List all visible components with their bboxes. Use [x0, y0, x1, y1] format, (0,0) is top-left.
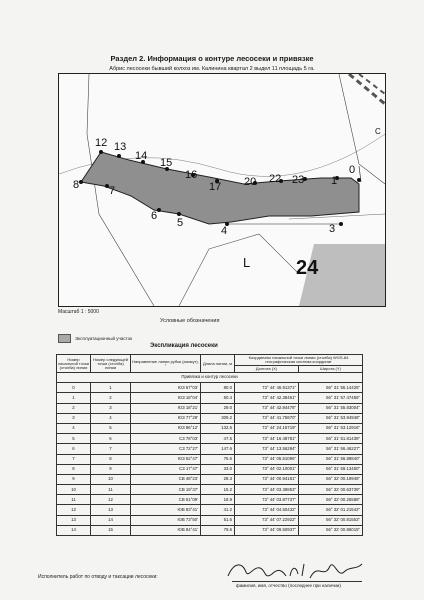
cell-start-point: 7 [57, 454, 91, 464]
header-direction: Направление линии рубки (азимут), ° [131, 355, 201, 373]
legend-title: Условные обозначения [160, 318, 220, 324]
point-label: 15 [160, 157, 173, 169]
table-row [57, 464, 363, 474]
cell-longitude: 73° 44' 03.39853" [235, 485, 299, 495]
point-label: 23 [292, 174, 305, 186]
table-row [57, 393, 363, 403]
point-label: 0 [349, 164, 356, 176]
header-coordinates: Координаты начальной точки линии (столба) WGS-84 географическая система координат [235, 355, 363, 366]
cell-length: 28.3 [201, 474, 235, 484]
cell-next-point: 8 [91, 454, 131, 464]
cell-direction: ЮЗ 18°04' [131, 393, 201, 403]
plot-map [58, 73, 386, 307]
executor-label: Исполнитель работ по отводу и таксации лесосеки: [38, 574, 158, 580]
cell-length: 80.0 [201, 383, 235, 393]
table-row [57, 525, 363, 535]
point-label: 14 [135, 150, 148, 162]
cell-longitude: 73° 44' 09.50937" [235, 525, 299, 535]
cell-latitude: 56° 32' 00.19948" [299, 474, 363, 484]
cell-latitude: 56° 31' 56.88840" [299, 454, 363, 464]
map-marker-label: L [243, 255, 251, 270]
point-label: 22 [269, 173, 282, 185]
cell-latitude: 56° 31' 51.81439" [299, 434, 363, 444]
cell-direction: ЮЗ 67°03' [131, 383, 201, 393]
cell-length: 75.6 [201, 454, 235, 464]
point-label: 20 [244, 176, 257, 188]
cell-next-point: 2 [91, 393, 131, 403]
table-row [57, 495, 363, 505]
cell-length: 29.0 [201, 403, 235, 413]
cell-latitude: 56° 31' 57.47456" [299, 393, 363, 403]
cell-longitude: 73° 44' 07.22922" [235, 515, 299, 525]
cell-next-point: 14 [91, 515, 131, 525]
cell-longitude: 73° 44' 16.48781" [235, 434, 299, 444]
cell-longitude: 73° 44' 05.51096" [235, 454, 299, 464]
cell-next-point: 10 [91, 474, 131, 484]
table-row [57, 444, 363, 454]
north-label: С [375, 127, 381, 136]
cell-start-point: 5 [57, 434, 91, 444]
cell-longitude: 73° 44' 00.94181" [235, 474, 299, 484]
cell-longitude: 73° 44' 13.56294" [235, 444, 299, 454]
header-longitude: Долгота (Х) [235, 366, 299, 373]
cell-start-point: 3 [57, 413, 91, 423]
cell-direction: ЮЗ 86°12' [131, 423, 201, 433]
cell-longitude: 73° 44' 24.15719" [235, 423, 299, 433]
cell-length: 51.6 [201, 515, 235, 525]
cell-length: 79.6 [201, 525, 235, 535]
cell-next-point: 11 [91, 485, 131, 495]
cell-length: 147.6 [201, 444, 235, 454]
table-row [57, 403, 363, 413]
cell-start-point: 11 [57, 495, 91, 505]
point-marker [357, 178, 361, 182]
cell-start-point: 14 [57, 525, 91, 535]
cell-start-point: 2 [57, 403, 91, 413]
point-marker [157, 208, 161, 212]
cell-length: 309.2 [201, 413, 235, 423]
cell-latitude: 56° 31' 56.46227" [299, 444, 363, 454]
signature-line [232, 581, 362, 582]
cell-length: 18.9 [201, 495, 235, 505]
section-row: Привязка и контур лесосеки [57, 373, 363, 383]
cell-longitude: 73° 44' 41.75870" [235, 413, 299, 423]
cell-longitude: 73° 44' 02.10001" [235, 464, 299, 474]
cell-next-point: 3 [91, 403, 131, 413]
point-label: 12 [95, 137, 108, 149]
cell-latitude: 56° 31' 53.12916" [299, 423, 363, 433]
cell-next-point: 13 [91, 505, 131, 515]
cell-longitude: 73° 44' 03.87737" [235, 495, 299, 505]
cell-direction: ЮВ 83°41' [131, 505, 201, 515]
point-marker [177, 212, 181, 216]
cell-latitude: 56° 31' 59.13450" [299, 464, 363, 474]
cell-direction: СЗ 72°27' [131, 444, 201, 454]
map-drawing [59, 74, 385, 306]
point-label: 8 [73, 179, 80, 191]
cell-start-point: 1 [57, 393, 91, 403]
cell-next-point: 5 [91, 423, 131, 433]
cell-length: 50.4 [201, 393, 235, 403]
cell-next-point: 6 [91, 434, 131, 444]
header-latitude: Широта (Y) [299, 366, 363, 373]
cell-length: 15.2 [201, 485, 235, 495]
cell-latitude: 56° 32' 00.81553" [299, 515, 363, 525]
cell-direction: ЮЗ 62°47' [131, 454, 201, 464]
signature-caption: фамилия, имя, отчество (последнее при наличии) [236, 583, 341, 588]
point-label: 7 [109, 185, 116, 197]
table-row [57, 454, 363, 464]
hatched-area [349, 74, 385, 104]
cell-length: 47.5 [201, 434, 235, 444]
table-row [57, 485, 363, 495]
legend-swatch [58, 334, 71, 343]
cell-start-point: 0 [57, 383, 91, 393]
table-row [57, 474, 363, 484]
explication-table [56, 354, 363, 536]
cell-start-point: 12 [57, 505, 91, 515]
cell-longitude: 73° 44' 46.91371" [235, 383, 299, 393]
point-marker [339, 222, 343, 226]
cell-start-point: 6 [57, 444, 91, 454]
table-row [57, 423, 363, 433]
point-label: 5 [177, 217, 184, 229]
cell-latitude: 56° 31' 56.14425" [299, 383, 363, 393]
cell-latitude: 56° 31' 55.83004" [299, 403, 363, 413]
cell-longitude: 73° 44' 42.84478" [235, 403, 299, 413]
table-row [57, 413, 363, 423]
boundary-line [179, 234, 299, 306]
explication-title: Экспликация лесосеки [150, 343, 218, 349]
cell-length: 132.5 [201, 423, 235, 433]
plot-description: Абрис лесосеки бывший колхоз им. Калинина квартал 2 выдел 11 площадь 5 га. [109, 66, 315, 72]
cell-length: 33.0 [201, 464, 235, 474]
point-label: 3 [329, 223, 336, 235]
point-label: 16 [185, 169, 198, 181]
cell-direction: СВ 61°09' [131, 495, 201, 505]
cell-direction: ЮВ 84°41' [131, 525, 201, 535]
cell-next-point: 9 [91, 464, 131, 474]
point-label: 4 [221, 225, 228, 237]
header-length: Длина линии, м [201, 355, 235, 373]
cell-start-point: 9 [57, 474, 91, 484]
cell-start-point: 13 [57, 515, 91, 525]
cell-latitude: 56° 32' 00.63739" [299, 485, 363, 495]
cell-direction: СВ 48°23' [131, 474, 201, 484]
cell-longitude: 73° 44' 04.50432" [235, 505, 299, 515]
header-start-point: Номер начальной точки (столба) линии [57, 355, 91, 373]
cell-start-point: 10 [57, 485, 91, 495]
legend-item [58, 334, 132, 343]
legend-item-label: Эксплуатационный участок [75, 336, 133, 341]
cell-direction: ЮЗ 77°29' [131, 413, 201, 423]
cell-latitude: 56° 31' 53.94948" [299, 413, 363, 423]
cell-latitude: 56° 32' 01.21542" [299, 505, 363, 515]
table-row [57, 515, 363, 525]
cell-start-point: 8 [57, 464, 91, 474]
cell-longitude: 73° 44' 42.38461" [235, 393, 299, 403]
point-marker [117, 154, 121, 158]
header-next-point: Номер следующей точки (столба) линии [91, 355, 131, 373]
table-row [57, 383, 363, 393]
point-label: 17 [209, 181, 222, 193]
cell-next-point: 7 [91, 444, 131, 454]
section-title: Раздел 2. Информация о контуре лесосеки и привязке [110, 54, 314, 63]
point-label: 13 [114, 141, 127, 153]
cell-direction: ЮЗ 18°21' [131, 403, 201, 413]
cell-next-point: 15 [91, 525, 131, 535]
cell-length: 41.2 [201, 505, 235, 515]
cell-latitude: 56° 32' 00.86015" [299, 525, 363, 535]
plot-number-label: 24 [296, 257, 319, 279]
hatched-area [359, 74, 385, 94]
cell-direction: СЗ 78°03' [131, 434, 201, 444]
point-label: 6 [151, 210, 158, 222]
cell-latitude: 56° 32' 00.25588" [299, 495, 363, 505]
map-scale: Масштаб 1 : 5000 [58, 309, 99, 315]
table-row [57, 505, 363, 515]
cell-direction: СЗ 17°47' [131, 464, 201, 474]
point-marker [79, 180, 83, 184]
table-row [57, 434, 363, 444]
cell-direction: СВ 19°37' [131, 485, 201, 495]
point-label: 1 [331, 175, 338, 187]
cell-next-point: 4 [91, 413, 131, 423]
cell-next-point: 1 [91, 383, 131, 393]
cell-start-point: 4 [57, 423, 91, 433]
cell-next-point: 12 [91, 495, 131, 505]
point-marker [99, 150, 103, 154]
cell-direction: ЮВ 73°50' [131, 515, 201, 525]
